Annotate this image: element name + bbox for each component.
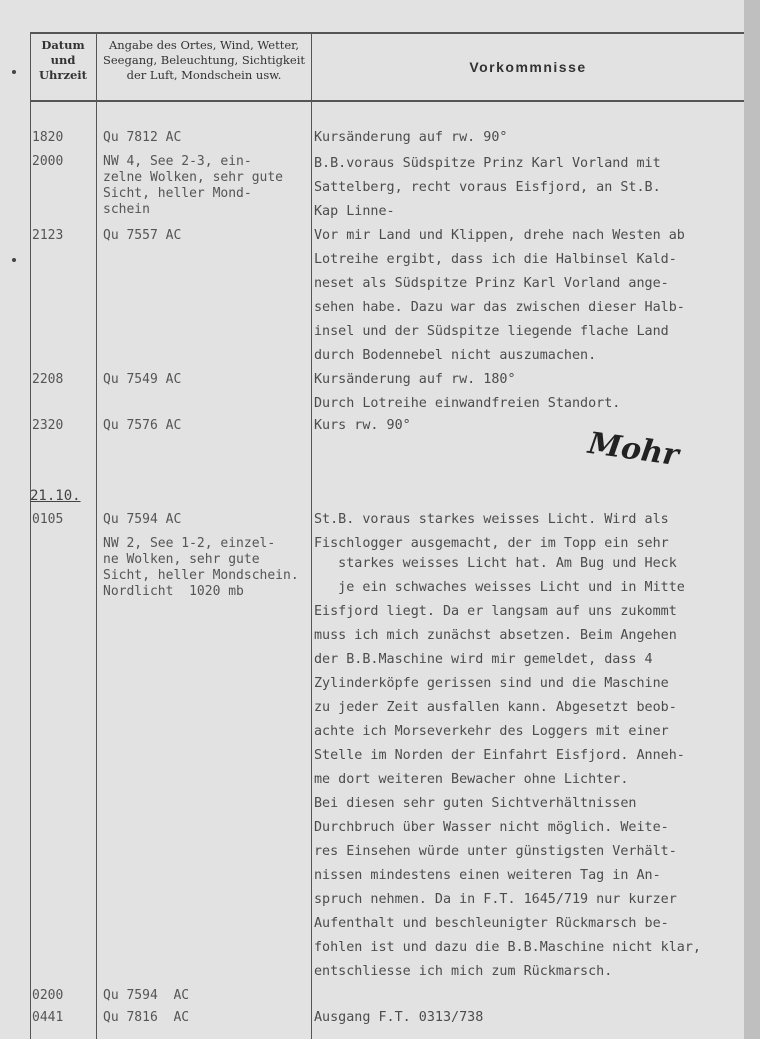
entry-text-line: fohlen ist und dazu die B.B.Maschine nicht klar, xyxy=(314,940,701,955)
entry-text-line: der B.B.Maschine wird mir gemeldet, dass 4 xyxy=(314,652,653,667)
header-vorkommnisse: Vorkommnisse xyxy=(469,59,587,75)
entry-text-line: B.B.voraus Südspitze Prinz Karl Vorland mit xyxy=(314,156,661,171)
entry-text-line: Ausgang F.T. 0313/738 xyxy=(314,1010,484,1025)
header-bottom-rule xyxy=(30,100,744,102)
header-ort xyxy=(97,38,311,83)
header-datum-line: Uhrzeit xyxy=(39,68,87,82)
entry-place-line: Nordlicht 1020 mb xyxy=(103,584,244,599)
entry-text-line: muss ich mich zunächst absetzen. Beim Angehen xyxy=(314,628,677,643)
entry-text-line: Zylinderköpfe gerissen sind und die Maschine xyxy=(314,676,669,691)
entry-place-line: Sicht, heller Mond- xyxy=(103,186,252,201)
header-datum-line: und xyxy=(50,53,76,67)
entry-place-line: schein xyxy=(103,202,150,217)
handwritten-signature: Mohr xyxy=(586,425,681,474)
entry-time: 2123 xyxy=(32,228,64,243)
entry-place-line: NW 4, See 2-3, ein- xyxy=(103,154,252,169)
column-rule-place xyxy=(311,32,312,1039)
entry-place-line: zelne Wolken, sehr gute xyxy=(103,170,284,185)
entry-text-line: neset als Südspitze Prinz Karl Vorland ange- xyxy=(314,276,669,291)
entry-text-line: Stelle im Norden der Einfahrt Eisfjord. Anneh- xyxy=(314,748,685,763)
entry-text-line: Lotreihe ergibt, dass ich die Halbinsel Kald- xyxy=(314,252,677,267)
entry-text-line: Aufenthalt und beschleunigter Rückmarsch be- xyxy=(314,916,669,931)
entry-time: 0105 xyxy=(32,512,64,527)
entry-text-line: Kursänderung auf rw. 180° xyxy=(314,372,516,387)
entry-text-line: sehen habe. Dazu war das zwischen dieser Halb- xyxy=(314,300,685,315)
entry-place-line: NW 2, See 1-2, einzel- xyxy=(103,536,276,551)
entry-text-line: Fischlogger ausgemacht, der im Topp ein sehr xyxy=(314,536,669,551)
entry-time: 1820 xyxy=(32,130,64,145)
header-datum-line: Datum xyxy=(41,38,85,52)
entry-text-line: zu jeder Zeit ausfallen kann. Abgesetzt beob- xyxy=(314,700,677,715)
entry-text-line: res Einsehen würde unter günstigsten Verhält- xyxy=(314,844,677,859)
column-rule-time xyxy=(96,32,97,1039)
entry-text-line: Eisfjord liegt. Da er langsam auf uns zukommt xyxy=(314,604,677,619)
entry-time: 0441 xyxy=(32,1010,64,1025)
page-edge-shadow xyxy=(744,0,760,1039)
entry-place: Qu 7557 AC xyxy=(103,228,182,243)
entry-text-line: nissen mindestens einen weiteren Tag in An- xyxy=(314,868,661,883)
entry-text-line: Durchbruch über Wasser nicht möglich. Weite- xyxy=(314,820,669,835)
entry-place: Qu 7594 AC xyxy=(103,988,190,1003)
header-ort-line: der Luft, Mondschein usw. xyxy=(126,68,282,82)
entry-place-line: Qu 7594 AC xyxy=(103,512,182,527)
entry-text-line: Bei diesen sehr guten Sichtverhältnissen xyxy=(314,796,637,811)
entry-text-line: insel und der Südspitze liegende flache Land xyxy=(314,324,669,339)
entry-time: 0200 xyxy=(32,988,64,1003)
entry-text-line: Durch Lotreihe einwandfreien Standort. xyxy=(314,396,621,411)
entry-text-line: durch Bodennebel nicht auszumachen. xyxy=(314,348,597,363)
header-datum xyxy=(30,38,96,83)
entry-text-line: St.B. voraus starkes weisses Licht. Wird als xyxy=(314,512,669,527)
entry-text-line: Vor mir Land und Klippen, drehe nach Westen ab xyxy=(314,228,685,243)
header-ort-line: Seegang, Beleuchtung, Sichtigkeit xyxy=(102,53,306,67)
punch-hole-dot xyxy=(12,70,16,74)
entry-place: Qu 7549 AC xyxy=(103,372,182,387)
entry-time: 2000 xyxy=(32,154,64,169)
entry-text-line: me dort weiteren Bewacher ohne Lichter. xyxy=(314,772,629,787)
column-rule-left xyxy=(30,32,31,1039)
entry-text-line: Kap Linne- xyxy=(314,204,395,219)
entry-place: Qu 7576 AC xyxy=(103,418,182,433)
entry-text-line: starkes weisses Licht hat. Am Bug und Heck xyxy=(314,556,677,571)
entry-time: 2320 xyxy=(32,418,64,433)
entry-text-line: achte ich Morseverkehr des Loggers mit einer xyxy=(314,724,669,739)
entry-place: Qu 7816 AC xyxy=(103,1010,190,1025)
entry-text-line: spruch nehmen. Da in F.T. 1645/719 nur kurzer xyxy=(314,892,677,907)
table-top-rule xyxy=(30,32,744,34)
punch-hole-dot xyxy=(12,258,16,262)
date-marker: 21.10. xyxy=(30,488,81,504)
entry-text-line: je ein schwaches weisses Licht und in Mitte xyxy=(314,580,685,595)
header-ort-line: Angabe des Ortes, Wind, Wetter, xyxy=(108,38,300,52)
entry-text-line: Kursänderung auf rw. 90° xyxy=(314,130,508,145)
entry-text-line: entschliesse ich mich zum Rückmarsch. xyxy=(314,964,613,979)
entry-place-line: Sicht, heller Mondschein. xyxy=(103,568,299,583)
entry-text-line: Sattelberg, recht voraus Eisfjord, an St.B. xyxy=(314,180,661,195)
entry-place: Qu 7812 AC xyxy=(103,130,182,145)
entry-text-line: Kurs rw. 90° xyxy=(314,418,411,433)
entry-time: 2208 xyxy=(32,372,64,387)
entry-place-line: ne Wolken, sehr gute xyxy=(103,552,260,567)
